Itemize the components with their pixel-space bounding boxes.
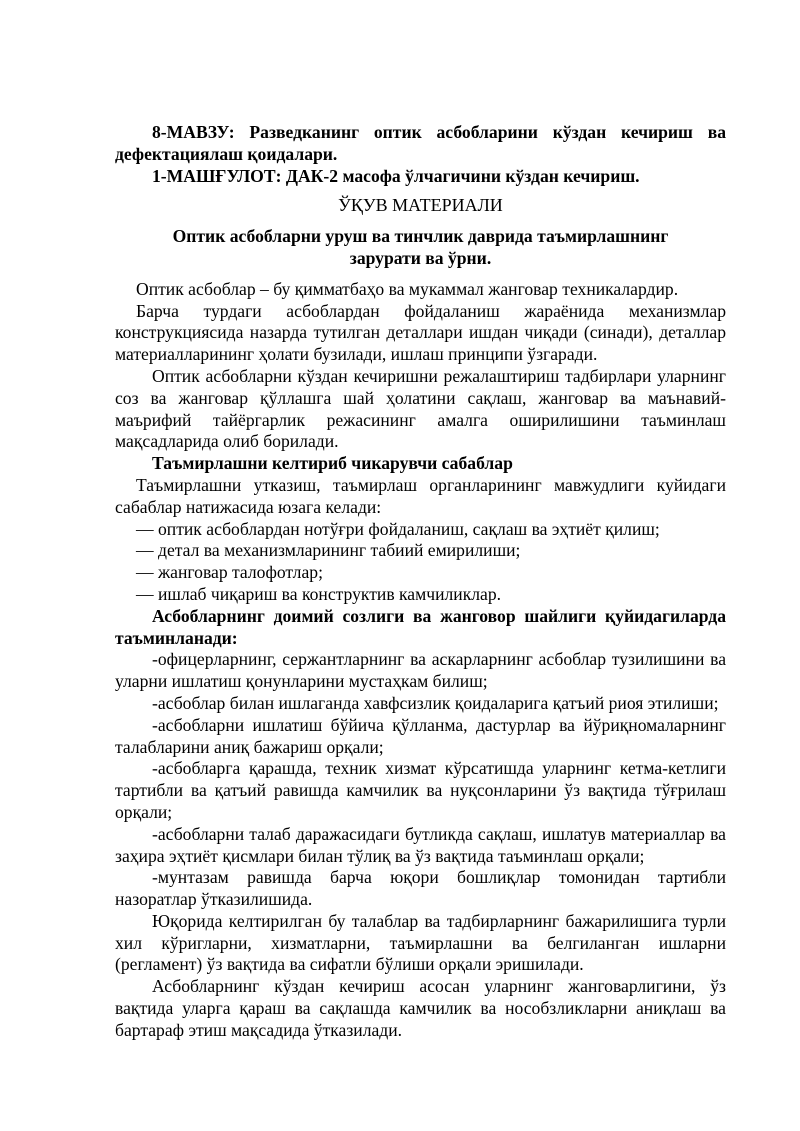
lesson-heading: 1-МАШҒУЛОТ: ДАК-2 масофа ўлчагичини кўздан кечириш. (152, 165, 640, 186)
measure-item: -офицерларнинг, сержантларнинг ва аскарларнинг асбоблар тузилишини ва уларни ишлатиш қонунларини мустаҳкам билиш; (115, 649, 726, 692)
paragraph-3: Оптик асбобларни кўздан кечиришни режалаштириш тадбирлари уларнинг соз ва жанговар қўллашга шай ҳолатини сақлаш, жанговар ва маънавий-маърифий тайёргарлик режасининг амалга оширилишини таъминлаш мақсадларида олиб борилади. (115, 365, 726, 452)
paragraph-4: Таъмирлашни утказиш, таъмирлаш органларининг мавжудлиги куйидаги сабаблар натижасида юзага келади: (115, 474, 726, 517)
measure-item: -асбобларни талаб даражасидаги бутликда сақлаш, ишлатув материаллар ва заҳира эҳтиёт қисмлари билан тўлиқ ва ўз вақтида таъминлаш орқали; (115, 823, 726, 866)
material-title: ЎҚУВ МАТЕРИАЛИ (338, 195, 503, 216)
section-title (115, 226, 726, 270)
cause-item: — детал ва механизмларининг табиий емирилиши; (136, 540, 521, 561)
measure-item: -мунтазам равишда барча юқори бошлиқлар томонидан тартибли назоратлар ўтказилишида. (115, 867, 726, 910)
cause-item: — жанговар талофотлар; (136, 562, 323, 583)
measure-item: -асбобларга қарашда, техник хизмат кўрсатишда уларнинг кетма-кетлиги тартибли ва қатъий равишда камчилик ва нуқсонларини ўз вақтида тўғрилаш орқали; (115, 758, 726, 822)
topic-heading: 8-МАВЗУ: Разведканинг оптик асбобларини кўздан кечириш ва дефектациялаш қоидалари. (115, 122, 726, 164)
document-page (115, 122, 726, 1042)
paragraph-6: Асбобларнинг кўздан кечириш асосан уларнинг жанговарлигини, ўз вақтида уларга қараш ва сақлашда камчилик ва нособзликларни аниқлаш ва бартараф этиш мақсадида ўтказилади. (115, 976, 726, 1040)
paragraph-2: Барча турдаги асбоблардан фойдаланиш жараёнида механизмлар конструкциясида назарда тутилган деталлари ишдан чиқади (синади), деталлар материалларининг ҳолати бузилади, ишлаш принципи ўзгаради. (115, 300, 726, 365)
section-title-text: Оптик асбобларни уруш ва тинчлик даврида таъмирлашнинг зарурати ва ўрни. (172, 226, 669, 268)
measure-item: -асбобларни ишлатиш бўйича қўлланма, дастурлар ва йўриқномаларнинг талабларини аниқ бажариш орқали; (115, 714, 726, 757)
readiness-heading: Асбобларнинг доимий созлиги ва жанговор шайлиги қуйидагиларда таъминланади: (115, 605, 726, 648)
repair-causes-heading: Таъмирлашни келтириб чикарувчи сабаблар (152, 453, 513, 474)
paragraph-5: Юқорида келтирилган бу талаблар ва тадбирларнинг бажарилишига турли хил кўригларни, хизматларни, таъмирлашни ва белгиланган ишларни (регламент) ўз вақтида ва сифатли бўлиши орқали эришилади. (115, 910, 726, 975)
cause-item: — ишлаб чиқариш ва конструктив камчиликлар. (136, 583, 502, 604)
cause-item: — оптик асбоблардан нотўғри фойдаланиш, сақлаш ва эҳтиёт қилиш; (136, 518, 660, 539)
paragraph-1: Оптик асбоблар – бу қимматбаҳо ва мукаммал жанговар техникалардир. (136, 278, 679, 299)
measure-item: -асбоблар билан ишлаганда хавфсизлик қоидаларига қатъий риоя этилиши; (152, 692, 719, 713)
